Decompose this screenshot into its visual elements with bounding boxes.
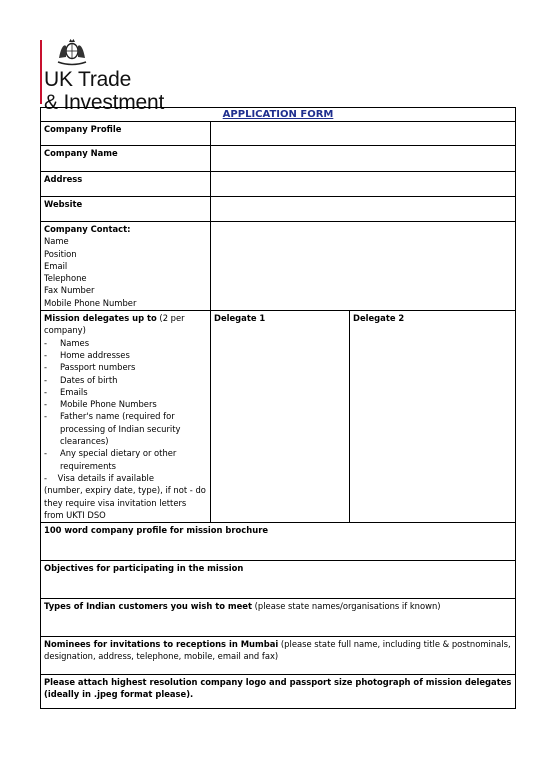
company-name-label: Company Name <box>41 146 211 172</box>
contact-fax-label: Fax Number <box>44 285 95 296</box>
list-item: - Mobile Phone Numbers <box>44 398 207 410</box>
nominees-label: Nominees for invitations to receptions in Mumbai <box>44 639 279 650</box>
company-profile-100-field[interactable]: 100 word company profile for mission brochure <box>41 523 516 561</box>
delegate-2-column[interactable]: Delegate 2 <box>350 311 516 523</box>
contact-position-label: Position <box>44 248 77 259</box>
form-title: APPLICATION FORM <box>41 108 516 122</box>
org-name-line1: UK Trade <box>44 68 132 91</box>
list-item: - Passport numbers <box>44 361 207 373</box>
company-contact-label <box>41 222 211 311</box>
address-label: Address <box>41 172 211 197</box>
nominees-note: (please state full name, including title & postnominals, designation, address, telephone, mobile, email and fax) <box>44 639 511 662</box>
royal-crest-icon <box>56 38 88 68</box>
list-item: - Home addresses <box>44 349 207 361</box>
delegates-heading: Mission delegates up to <box>44 313 157 324</box>
attachments-note: Please attach highest resolution company logo and passport size photograph of mission delegates (ideally in .jpeg format please). <box>41 675 516 709</box>
list-item: - Any special dietary or other requirements <box>44 447 207 472</box>
mission-delegates-label <box>41 311 211 523</box>
customer-types-label: Types of Indian customers you wish to meet <box>44 601 252 612</box>
logo-accent-bar <box>40 40 42 104</box>
address-field[interactable] <box>211 172 516 197</box>
list-item: - Names <box>44 337 207 349</box>
contact-telephone-label: Telephone <box>44 273 87 284</box>
contact-name-label: Name <box>44 236 69 247</box>
nominees-field[interactable] <box>41 637 516 675</box>
visa-details-item: - Visa details if available <box>44 472 155 483</box>
company-contact-heading: Company Contact: <box>44 224 131 234</box>
application-form-table <box>40 107 516 709</box>
objectives-field[interactable]: Objectives for participating in the mission <box>41 561 516 599</box>
list-item: - Father's name (required for processing of Indian security clearances) <box>44 410 207 447</box>
list-item: - Emails <box>44 386 207 398</box>
contact-mobile-label: Mobile Phone Number <box>44 297 137 308</box>
delegate-requirements-list <box>44 337 207 472</box>
visa-details-text: (number, expiry date, type), if not - do they require visa invitation letters from UKTI DSO <box>44 485 206 520</box>
visa-details-label: Visa details if available <box>57 472 155 483</box>
company-name-field[interactable] <box>211 146 516 172</box>
website-field[interactable] <box>211 197 516 222</box>
website-label: Website <box>41 197 211 222</box>
delegates-heading-note: (2 per company) <box>44 313 185 336</box>
list-item: - Dates of birth <box>44 374 207 386</box>
org-name-line2: & Investment <box>44 91 165 114</box>
company-profile-label: Company Profile <box>41 122 211 146</box>
customer-types-note: (please state names/organisations if known) <box>251 601 441 612</box>
company-contact-field[interactable] <box>211 222 516 311</box>
customer-types-field[interactable] <box>41 599 516 637</box>
contact-email-label: Email <box>44 260 68 271</box>
company-profile-field[interactable] <box>211 122 516 146</box>
delegate-1-column[interactable]: Delegate 1 <box>211 311 350 523</box>
